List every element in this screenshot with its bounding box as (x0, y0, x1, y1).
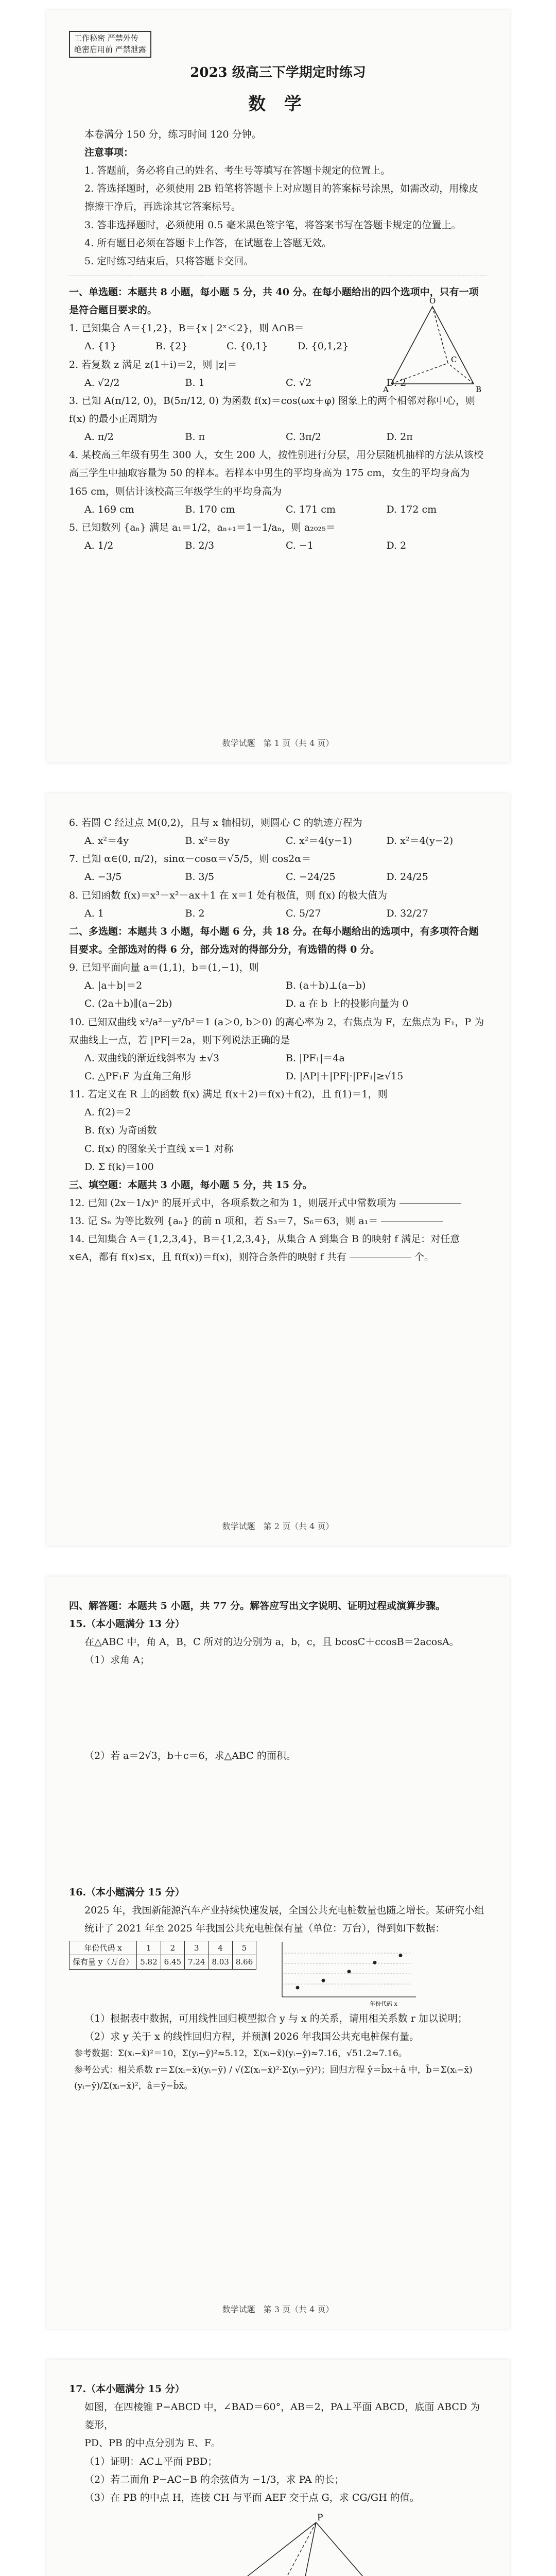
question-stem: 8. 已知函数 f(x)＝x³－x²－ax＋1 在 x＝1 处有极值，则 f(x) 的极大值为 (69, 889, 388, 901)
confidential-stamp: 工作秘密 严禁外传 绝密启用前 严禁泄露 (69, 31, 151, 58)
question-option: A. f(2)＝2 (84, 1107, 131, 1118)
scatter-points (296, 1954, 403, 1989)
reference-formula: 参考公式：相关系数 r＝Σ(xᵢ−x̄)(yᵢ−ȳ) / √(Σ(xᵢ−x̄)²·Σ(yᵢ−ȳ)²)；回归方程 ŷ＝b̂x＋â 中，b̂＝Σ(xᵢ−x̄)(yᵢ−ȳ)/Σ(xᵢ−x̄)²，â＝ȳ−b̂x̄。 (74, 2064, 473, 2092)
section-heading: 四、解答题：本题共 5 小题，共 77 分。解答应写出文字说明、证明过程或演算步骤。 (69, 1600, 446, 1612)
pyramid-figure (376, 296, 489, 399)
fill-question: 12. 已知 (2x－1/x)ⁿ 的展开式中，各项系数之和为 1，则展开式中常数项为 (69, 1194, 487, 1212)
vertex-label: O (429, 296, 436, 306)
section-heading: 三、填空题：本题共 3 小题，每小题 5 分，共 15 分。 (69, 1179, 312, 1191)
question-line: （1）求角 A； (84, 1654, 150, 1666)
vertex-label: A (383, 385, 389, 394)
question-stem: 4. 某校高三年级有男生 300 人，女生 200 人，按性别进行分层，用分层随机抽样的方法从该校高三学生中抽取容量为 50 的样本。若样本中男生的平均身高为 175 cm，女生的平均身高为 165 cm，则估计该校高三年级学生的平均身高为 (69, 449, 483, 497)
question-line: （1）证明：AC⊥平面 PBD； (84, 2455, 218, 2467)
question-option: C. f(x) 的图象关于直线 x＝1 对称 (84, 1143, 234, 1155)
answer-space (69, 1765, 487, 1884)
q16-data-row (69, 1938, 487, 2010)
question-line: PD、PB 的中点分别为 E、F。 (84, 2437, 221, 2449)
notice-item: 2. 答选择题时，必须使用 2B 铅笔将答题卡上对应题目的答案标号涂黑，如需改动，用橡皮擦擦干净后，再选涂其它答案标号。 (84, 183, 479, 213)
fill-question: 14. 已知集合 A＝{1,2,3,4}，B＝{1,2,3,4}，从集合 A 到集合 B 的映射 f 满足：对任意 x∈A，都有 f(x)≤x，且 f(f(x))＝f(x)，则符合条件的映射 f 共有 个。 (69, 1233, 460, 1263)
question-line: （2）若 a＝2√3，b＋c＝6，求△ABC 的面积。 (84, 1750, 296, 1761)
question-options: A. {1} B. {2} C. {0,1} D. {0,1,2} (84, 341, 349, 352)
data-table: 年份代码 x 1 2 3 4 5 保有量 y（万台） 5.82 6.45 7.24 8.03 8.66 (69, 1941, 256, 1970)
notice-item: 1. 答题前，务必将自己的姓名、考生号等填写在答题卡规定的位置上。 (84, 165, 391, 177)
question-options: A. π/2 B. π C. 3π/2 D. 2π (84, 431, 413, 443)
scatter-point (322, 1979, 325, 1982)
exam-subject: 数 学 (248, 93, 308, 114)
exam-page-1 (46, 10, 510, 762)
question-stem: 11. 若定义在 R 上的函数 f(x) 满足 f(x＋2)＝f(x)＋f(2)，且 f(1)＝1，则 (69, 1089, 388, 1100)
notice-item: 3. 答非选择题时，必须使用 0.5 毫米黑色签字笔，将答案书写在答题卡规定的位置上。 (84, 219, 461, 231)
question-line: 在△ABC 中，角 A，B，C 所对的边分别为 a，b，c，且 bcosC＋ccosB＝2acosA。 (84, 1636, 459, 1648)
pyramid-figure-q17 (177, 2512, 393, 2576)
question-options: A. 169 cm B. 170 cm C. 171 cm D. 172 cm (84, 503, 437, 515)
vertex-label: C (451, 355, 457, 364)
question-line: 2025 年，我国新能源汽车产业持续快速发展，全国公共充电桩数量也随之增长。某研究小组统计了 2021 年至 2025 年我国公共充电桩保有量（单位：万台），得到如下数据： (84, 1904, 484, 1934)
exam-intro: 本卷满分 150 分，练习时间 120 分钟。 (84, 128, 262, 140)
question-line: （3）在 PB 的中点 H，连接 CH 与平面 AEF 交于点 G，求 CG/GH 的值。 (84, 2492, 420, 2503)
question-options: A. √2/2 B. 1 C. √2 D. 2 (84, 377, 407, 388)
question-options: C. (2a＋b)∥(a−2b) D. a 在 b 上的投影向量为 0 (84, 998, 409, 1010)
question-options: A. x²＝4y B. x²＝8y C. x²＝4(y−1) D. x²＝4(y−2) (84, 835, 454, 847)
scatter-point (399, 1954, 403, 1957)
notice-item: 5. 定时练习结束后，只将答题卡交回。 (84, 255, 254, 267)
question-options: C. △PF₁F 为直角三角形 D. |AP|＋|PF|·|PF₁|≥√15 (84, 1070, 404, 1082)
question-options: A. |a＋b|＝2 B. (a＋b)⊥(a−b) (84, 980, 366, 992)
question-options: A. 双曲线的渐近线斜率为 ±√3 B. |PF₁|＝4a (84, 1052, 345, 1064)
question-head: 15.（本小题满分 13 分） (69, 1618, 185, 1630)
exam-page-3 (46, 1577, 510, 2329)
notice-heading: 注意事项： (84, 147, 134, 159)
question-stem: 5. 已知数列 {aₙ} 满足 a₁＝1/2，aₙ₊₁＝1－1/aₙ，则 a₂₀₂₅＝ (69, 521, 336, 533)
question-line: 如图，在四棱锥 P−ABCD 中，∠BAD＝60°，AB＝2，PA⊥平面 ABCD，底面 ABCD 为菱形， (84, 2401, 480, 2431)
page-footer: 数学试题 第 2 页（共 4 页） (222, 1521, 334, 1532)
section-heading: 一、单选题：本题共 8 小题，每小题 5 分，共 40 分。在每小题给出的四个选项中，只有一项是符合题目要求的。 (69, 286, 479, 316)
answer-blank (399, 1203, 461, 1204)
fill-question: 13. 记 Sₙ 为等比数列 {aₙ} 的前 n 项和，若 S₃＝7，S₆＝63，则 a₁＝ (69, 1212, 487, 1230)
question-stem: 2. 若复数 z 满足 z(1＋i)＝2，则 |z|＝ (69, 359, 237, 370)
question-stem: 3. 已知 A(π/12, 0)，B(5π/12, 0) 为函数 f(x)＝cos(ωx＋φ) 图象上的两个相邻对称中心，则 f(x) 的最小正周期为 (69, 395, 475, 425)
notice-item: 4. 所有题目必须在答题卡上作答，在试题卷上答题无效。 (84, 237, 332, 249)
question-stem: 7. 已知 α∈(0, π/2)，sinα－cosα＝√5/5，则 cos2α＝ (69, 853, 311, 865)
question-line: （2）若二面角 P−AC−B 的余弦值为 −1/3，求 PA 的长； (84, 2473, 344, 2485)
scatter-point (373, 1961, 377, 1964)
question-head: 17.（本小题满分 15 分） (69, 2383, 185, 2395)
question-stem: 9. 已知平面向量 a＝(1,1)，b＝(1,−1)，则 (69, 962, 259, 974)
question-options: A. 1/2 B. 2/3 C. −1 D. 2 (84, 539, 407, 551)
question-options: A. 1 B. 2 C. 5/27 D. 32/27 (84, 907, 428, 919)
exam-title: 2023 级高三下学期定时练习 (190, 64, 366, 80)
section-heading: 二、多选题：本题共 3 小题，每小题 6 分，共 18 分。在每小题给出的选项中，有多项符合题目要求。全部选对的得 6 分，部分选对的得部分分，有选错的得 0 分。 (69, 925, 479, 955)
question-option: B. f(x) 为奇函数 (84, 1125, 157, 1137)
page-footer: 数学试题 第 3 页（共 4 页） (222, 2304, 334, 2315)
answer-space (69, 1670, 487, 1747)
reference-data: 参考数据：Σ(xᵢ−x̄)²＝10，Σ(yᵢ−ȳ)²≈5.12，Σ(xᵢ−x̄)(yᵢ−ȳ)≈7.16，√51.2≈7.16。 (74, 2048, 407, 2059)
scatter-point (348, 1970, 351, 1973)
question-option: D. Σ f(k)＝100 (84, 1161, 154, 1173)
page-footer: 数学试题 第 1 页（共 4 页） (222, 738, 334, 749)
question-stem: 10. 已知双曲线 x²/a²－y²/b²＝1 (a＞0, b＞0) 的离心率为 2，右焦点为 F，左焦点为 F₁，P 为双曲线上一点，若 |PF|＝2a，则下列说法正确的是 (69, 1016, 484, 1046)
exam-page-4 (46, 2360, 510, 2576)
question-head: 16.（本小题满分 15 分） (69, 1886, 185, 1898)
question-line: （2）求 y 关于 x 的线性回归方程，并预测 2026 年我国公共充电桩保有量。 (84, 2031, 420, 2043)
x-axis-label: 年份代码 x (370, 2001, 397, 2008)
exam-page-2 (46, 793, 510, 1546)
vertex-label: P (317, 2512, 323, 2523)
question-stem: 6. 若圆 C 经过点 M(0,2)，且与 x 轴相切，则圆心 C 的轨迹方程为 (69, 817, 362, 828)
question-line: （1）根据表中数据，可用线性回归模型拟合 y 与 x 的关系，请用相关系数 r 加以说明； (84, 2013, 467, 2025)
question-options: A. −3/5 B. 3/5 C. −24/25 D. 24/25 (84, 871, 428, 883)
scatter-plot (267, 1938, 421, 2010)
question-stem: 1. 已知集合 A＝{1,2}，B＝{x | 2ˣ＜2}，则 A∩B＝ (69, 323, 304, 334)
scatter-point (296, 1986, 300, 1990)
vertex-label: B (476, 385, 482, 394)
